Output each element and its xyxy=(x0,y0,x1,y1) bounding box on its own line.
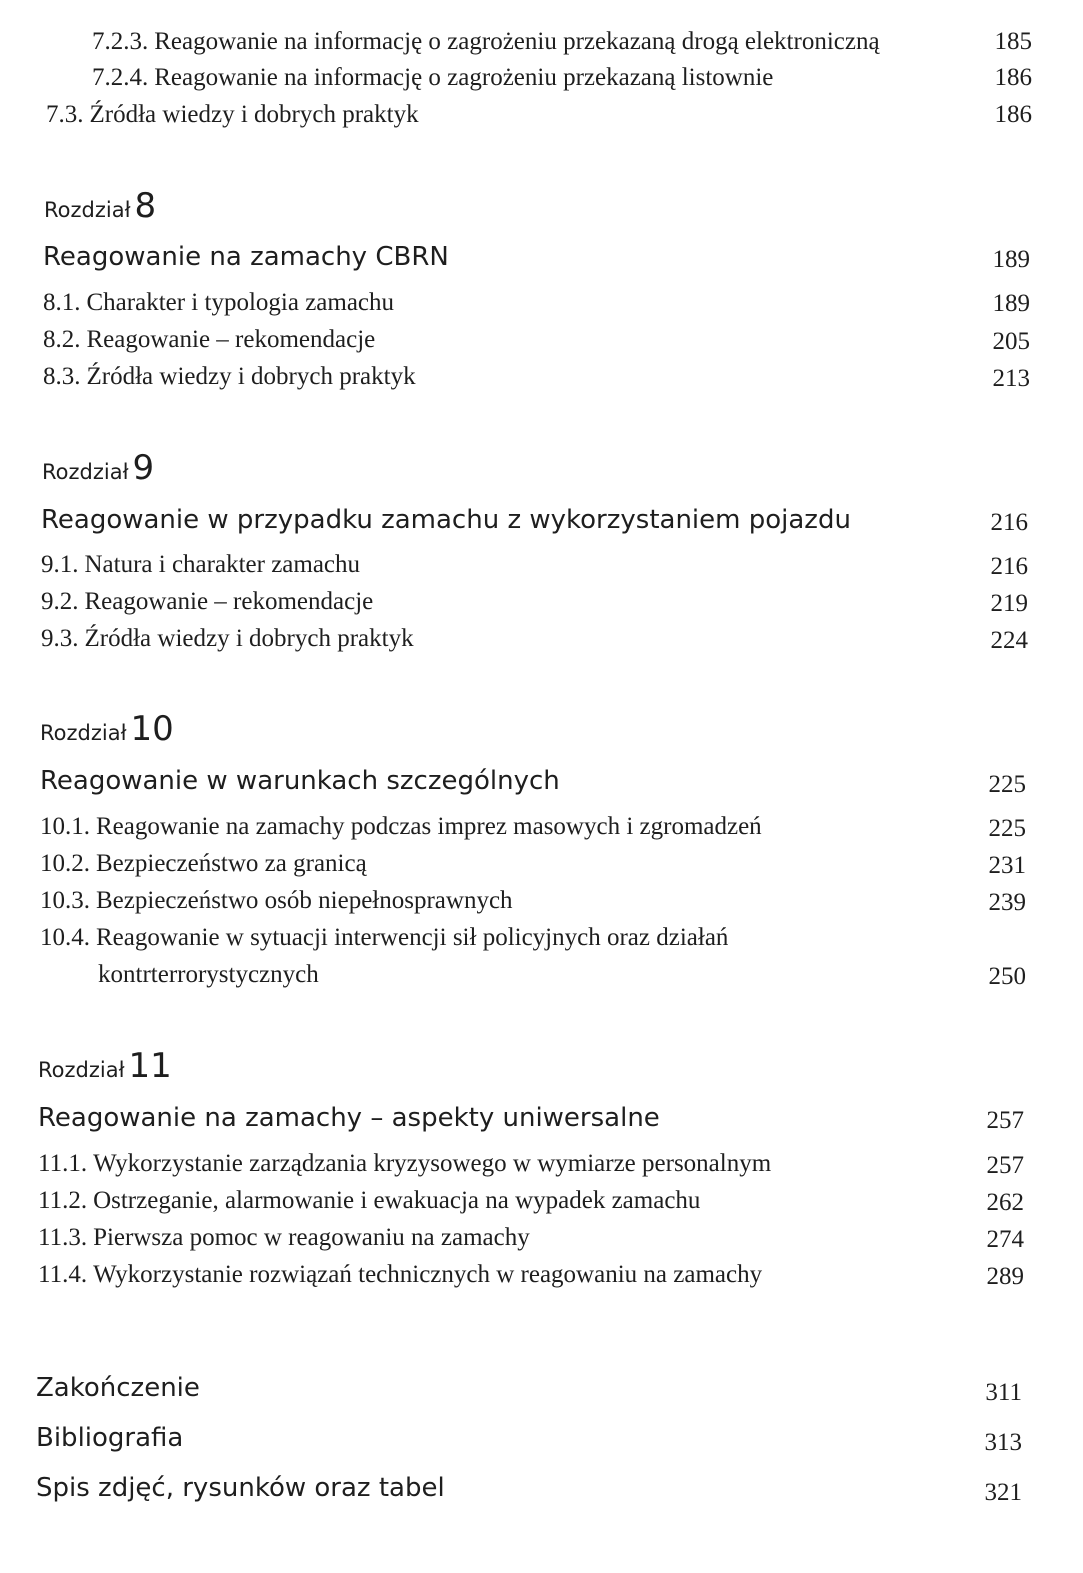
section-title: Źródła wiedzy i dobrych praktyk xyxy=(86,363,416,390)
section-title: Charakter i typologia zamachu xyxy=(86,289,395,316)
section-number: 8.2. xyxy=(43,326,81,353)
toc-entry xyxy=(38,1261,762,1289)
back-matter-title: Bibliografia xyxy=(36,1423,184,1453)
page-number: 313 xyxy=(984,1429,1022,1456)
chapter-label-text: Rozdział xyxy=(40,721,127,745)
section-title: Wykorzystanie rozwiązań technicznych w reagowaniu na zamachy xyxy=(93,1261,763,1288)
section-title: Źródła wiedzy i dobrych praktyk xyxy=(84,625,414,652)
section-number: 11.1. xyxy=(38,1150,88,1177)
section-title: Natura i charakter zamachu xyxy=(84,551,361,578)
chapter-label xyxy=(38,1046,172,1086)
chapter-number: 11 xyxy=(128,1046,172,1086)
page-number: 186 xyxy=(994,101,1032,128)
page-number: 185 xyxy=(994,28,1032,55)
page-number: 257 xyxy=(986,1152,1024,1179)
toc-entry xyxy=(40,813,762,841)
section-number: 8.1. xyxy=(43,289,81,316)
toc-entry xyxy=(41,551,360,579)
toc-entry xyxy=(40,924,728,952)
section-title: Reagowanie na zamachy podczas imprez masowych i zgromadzeń xyxy=(96,813,762,840)
chapter-label-text: Rozdział xyxy=(38,1058,125,1082)
page-number: 239 xyxy=(988,889,1026,916)
toc-entry xyxy=(43,363,416,391)
page-number: 257 xyxy=(986,1107,1024,1134)
section-title: Ostrzeganie, alarmowanie i ewakuacja na wypadek zamachu xyxy=(93,1187,701,1214)
section-title: Pierwsza pomoc w reagowaniu na zamachy xyxy=(93,1224,530,1251)
chapter-number: 9 xyxy=(132,448,155,488)
page-number: 311 xyxy=(985,1379,1022,1406)
toc-entry xyxy=(38,1150,771,1178)
section-title: Reagowanie – rekomendacje xyxy=(84,588,374,615)
back-matter-title: Zakończenie xyxy=(36,1373,200,1403)
section-title: Reagowanie na informację o zagrożeniu przekazaną drogą elektroniczną xyxy=(154,28,880,55)
page-number: 219 xyxy=(990,590,1028,617)
page-number: 189 xyxy=(992,290,1030,317)
section-number: 7.2.4. xyxy=(92,64,149,91)
section-number: 7.2.3. xyxy=(92,28,149,55)
chapter-number: 10 xyxy=(130,709,174,749)
section-number: 7.3. xyxy=(46,101,84,128)
section-title: Reagowanie w sytuacji interwencji sił policyjnych oraz działań xyxy=(96,924,729,951)
section-number: 10.3. xyxy=(40,887,90,914)
section-title: Reagowanie – rekomendacje xyxy=(86,326,376,353)
chapter-number: 8 xyxy=(134,186,157,226)
section-number: 11.3. xyxy=(38,1224,88,1251)
section-title: Wykorzystanie zarządzania kryzysowego w wymiarze personalnym xyxy=(93,1150,772,1177)
toc-entry xyxy=(41,625,414,653)
section-title: Źródła wiedzy i dobrych praktyk xyxy=(89,101,419,128)
page-number: 213 xyxy=(992,365,1030,392)
page-number: 274 xyxy=(986,1226,1024,1253)
chapter-title: Reagowanie w przypadku zamachu z wykorzystaniem pojazdu xyxy=(41,505,851,535)
chapter-label xyxy=(42,448,154,488)
toc-entry xyxy=(43,289,394,317)
page-number: 262 xyxy=(986,1189,1024,1216)
page-number: 225 xyxy=(988,771,1026,798)
toc-entry xyxy=(43,326,375,354)
page-number: 289 xyxy=(986,1263,1024,1290)
chapter-label xyxy=(44,186,156,226)
section-number: 10.1. xyxy=(40,813,90,840)
page-number: 225 xyxy=(988,815,1026,842)
toc-entry xyxy=(92,28,880,56)
section-number: 8.3. xyxy=(43,363,81,390)
chapter-title: Reagowanie w warunkach szczególnych xyxy=(40,766,560,796)
section-number: 9.2. xyxy=(41,588,79,615)
page-number: 216 xyxy=(990,509,1028,536)
section-number: 9.1. xyxy=(41,551,79,578)
section-number: 11.2. xyxy=(38,1187,88,1214)
toc-entry xyxy=(38,1187,700,1215)
chapter-title: Reagowanie na zamachy CBRN xyxy=(43,242,449,272)
toc-entry xyxy=(41,588,373,616)
toc-entry xyxy=(92,64,773,92)
page-number: 205 xyxy=(992,328,1030,355)
chapter-label-text: Rozdział xyxy=(42,460,129,484)
page-number: 231 xyxy=(988,852,1026,879)
section-number: 10.2. xyxy=(40,850,90,877)
page-number: 216 xyxy=(990,553,1028,580)
section-number: 11.4. xyxy=(38,1261,88,1288)
section-title: Bezpieczeństwo za granicą xyxy=(96,850,367,877)
chapter-title: Reagowanie na zamachy – aspekty uniwersalne xyxy=(38,1103,660,1133)
section-title: Bezpieczeństwo osób niepełnosprawnych xyxy=(96,887,513,914)
page-number: 250 xyxy=(988,963,1026,990)
page-number: 321 xyxy=(984,1479,1022,1506)
toc-entry-continuation xyxy=(98,961,319,989)
chapter-label xyxy=(40,709,174,749)
section-title: Reagowanie na informację o zagrożeniu przekazaną listownie xyxy=(154,64,774,91)
toc-entry xyxy=(38,1224,530,1252)
toc-entry xyxy=(46,101,419,129)
toc-entry xyxy=(40,887,513,915)
toc-entry xyxy=(40,850,367,878)
page-number: 224 xyxy=(990,627,1028,654)
section-number: 10.4. xyxy=(40,924,90,951)
section-number: 9.3. xyxy=(41,625,79,652)
section-title-continuation: kontrterrorystycznych xyxy=(98,961,319,988)
page-number: 186 xyxy=(994,64,1032,91)
chapter-label-text: Rozdział xyxy=(44,198,131,222)
back-matter-title: Spis zdjęć, rysunków oraz tabel xyxy=(36,1473,445,1503)
page-number: 189 xyxy=(992,246,1030,273)
